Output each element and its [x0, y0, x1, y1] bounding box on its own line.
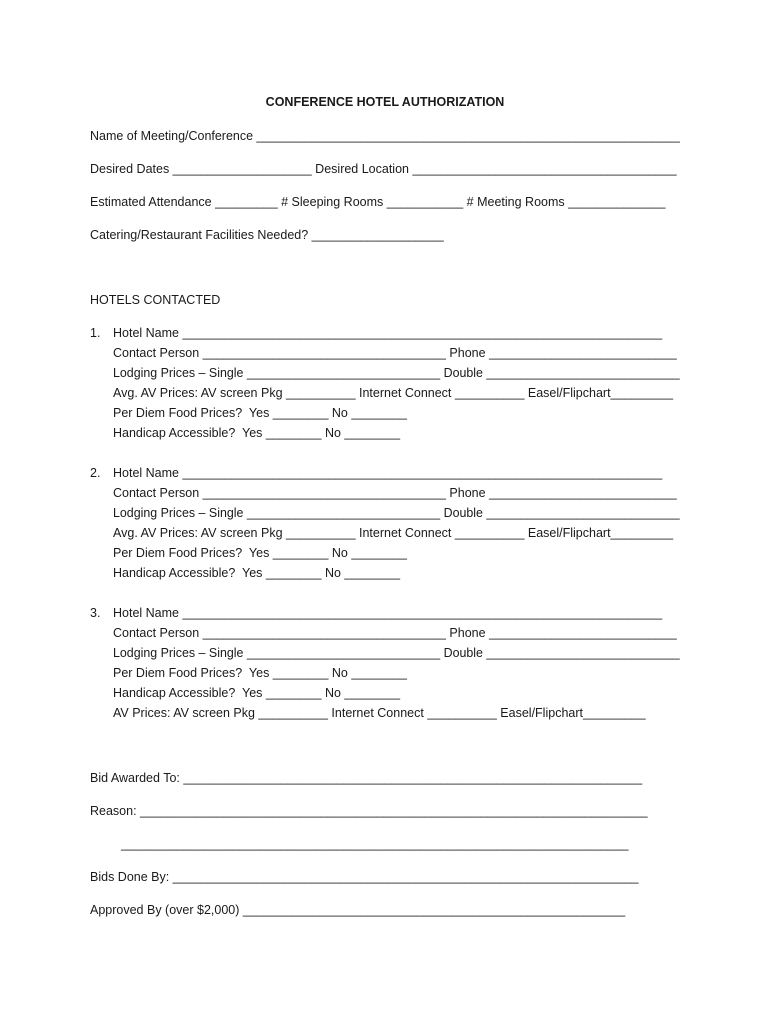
bids-done-by-field[interactable]: Bids Done By: ___________________________________________________________________	[90, 870, 639, 884]
meeting-name-field[interactable]: Name of Meeting/Conference _____________________________________________________________	[90, 129, 680, 143]
lodging-prices-field[interactable]: Lodging Prices – Single ____________________________ Double ____________________________	[113, 646, 680, 660]
hotel-number: 1.	[90, 326, 101, 340]
hotel-name-field[interactable]: Hotel Name _____________________________________________________________________	[113, 606, 663, 620]
bid-awarded-field[interactable]: Bid Awarded To: __________________________________________________________________	[90, 771, 643, 785]
hotel-number: 3.	[90, 606, 101, 620]
approved-by-field[interactable]: Approved By (over $2,000) _______________________________________________________	[90, 903, 626, 917]
handicap-field[interactable]: Handicap Accessible? Yes ________ No ________	[113, 686, 401, 700]
lodging-prices-field[interactable]: Lodging Prices – Single ____________________________ Double ____________________________	[113, 506, 680, 520]
per-diem-field[interactable]: Per Diem Food Prices? Yes ________ No ________	[113, 546, 407, 560]
av-prices-field[interactable]: Avg. AV Prices: AV screen Pkg __________ Internet Connect __________ Easel/Flipchart_________	[113, 526, 674, 540]
dates-location-field[interactable]: Desired Dates ____________________ Desired Location ______________________________________	[90, 162, 677, 176]
catering-field[interactable]: Catering/Restaurant Facilities Needed? ___________________	[90, 228, 444, 242]
per-diem-field[interactable]: Per Diem Food Prices? Yes ________ No ________	[113, 666, 407, 680]
contact-phone-field[interactable]: Contact Person ___________________________________ Phone ___________________________	[113, 346, 677, 360]
hotel-name-field[interactable]: Hotel Name _____________________________________________________________________	[113, 326, 663, 340]
handicap-field[interactable]: Handicap Accessible? Yes ________ No ________	[113, 426, 401, 440]
hotel-name-field[interactable]: Hotel Name _____________________________________________________________________	[113, 466, 663, 480]
reason-continuation-line[interactable]: _________________________________________________________________________	[121, 837, 629, 851]
av-prices-field[interactable]: Avg. AV Prices: AV screen Pkg __________ Internet Connect __________ Easel/Flipchart_________	[113, 386, 674, 400]
av-prices-field[interactable]: AV Prices: AV screen Pkg __________ Internet Connect __________ Easel/Flipchart_________	[113, 706, 646, 720]
section-title-hotels: HOTELS CONTACTED	[90, 293, 221, 307]
lodging-prices-field[interactable]: Lodging Prices – Single ____________________________ Double ____________________________	[113, 366, 680, 380]
form-title: CONFERENCE HOTEL AUTHORIZATION	[265, 95, 505, 109]
reason-field[interactable]: Reason: _________________________________________________________________________	[90, 804, 648, 818]
contact-phone-field[interactable]: Contact Person ___________________________________ Phone ___________________________	[113, 486, 677, 500]
handicap-field[interactable]: Handicap Accessible? Yes ________ No ________	[113, 566, 401, 580]
contact-phone-field[interactable]: Contact Person ___________________________________ Phone ___________________________	[113, 626, 677, 640]
per-diem-field[interactable]: Per Diem Food Prices? Yes ________ No ________	[113, 406, 407, 420]
attendance-rooms-field[interactable]: Estimated Attendance _________ # Sleeping Rooms ___________ # Meeting Rooms ______________	[90, 195, 666, 209]
hotel-number: 2.	[90, 466, 101, 480]
